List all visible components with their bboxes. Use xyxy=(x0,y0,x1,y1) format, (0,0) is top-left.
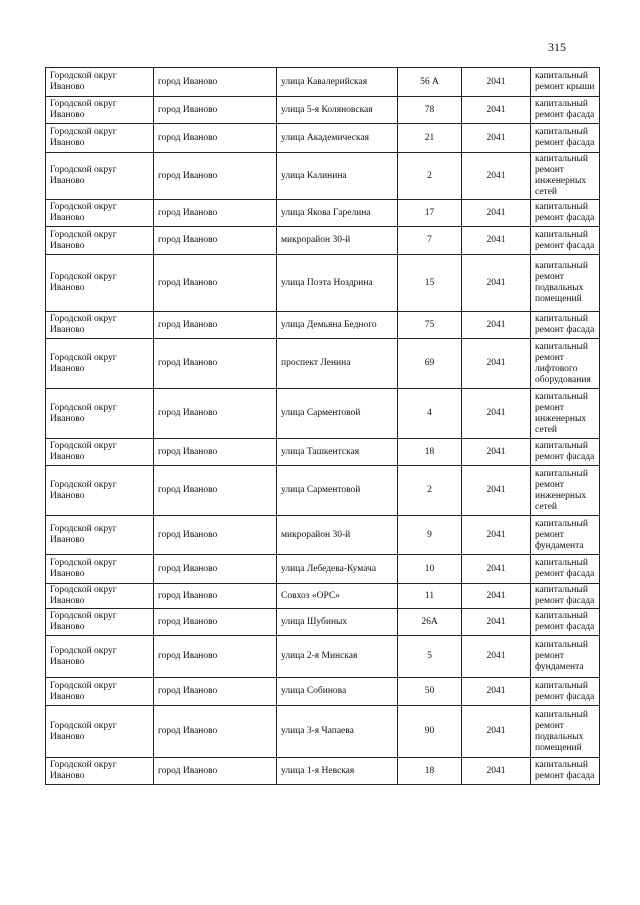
repair-registry-table xyxy=(45,67,600,785)
work-type-cell: капитальный ремонт подвальных помещений xyxy=(531,706,600,758)
house-number-cell: 7 xyxy=(398,227,462,255)
street-cell: улица Академическая xyxy=(277,124,398,153)
city-cell: город Иваново xyxy=(154,389,277,439)
table-row xyxy=(46,636,600,678)
work-type-cell: капитальный ремонт инженерных сетей xyxy=(531,389,600,439)
okrug-cell: Городской округ Иваново xyxy=(46,706,154,758)
house-number-cell: 21 xyxy=(398,124,462,153)
house-number-cell: 10 xyxy=(398,555,462,584)
house-number-cell: 18 xyxy=(398,758,462,785)
okrug-cell: Городской округ Иваново xyxy=(46,255,154,312)
house-number-cell: 2 xyxy=(398,153,462,200)
table-row xyxy=(46,153,600,200)
year-cell: 2041 xyxy=(462,312,531,339)
work-type-cell: капитальный ремонт подвальных помещений xyxy=(531,255,600,312)
city-cell: город Иваново xyxy=(154,758,277,785)
house-number-cell: 2 xyxy=(398,466,462,516)
street-cell: микрорайон 30-й xyxy=(277,227,398,255)
table-row xyxy=(46,339,600,389)
table-row xyxy=(46,200,600,227)
street-cell: улица Собинова xyxy=(277,678,398,706)
work-type-cell: капитальный ремонт фасада xyxy=(531,555,600,584)
work-type-cell: капитальный ремонт фасада xyxy=(531,439,600,466)
street-cell: улица 1-я Невская xyxy=(277,758,398,785)
city-cell: город Иваново xyxy=(154,706,277,758)
table-row xyxy=(46,584,600,609)
table-row xyxy=(46,706,600,758)
house-number-cell: 26А xyxy=(398,609,462,636)
city-cell: город Иваново xyxy=(154,312,277,339)
house-number-cell: 5 xyxy=(398,636,462,678)
table-row xyxy=(46,124,600,153)
work-type-cell: капитальный ремонт фундамента xyxy=(531,636,600,678)
house-number-cell: 50 xyxy=(398,678,462,706)
table-row xyxy=(46,678,600,706)
okrug-cell: Городской округ Иваново xyxy=(46,200,154,227)
street-cell: микрорайон 30-й xyxy=(277,516,398,555)
year-cell: 2041 xyxy=(462,97,531,124)
work-type-cell: капитальный ремонт крыши xyxy=(531,68,600,97)
okrug-cell: Городской округ Иваново xyxy=(46,339,154,389)
house-number-cell: 69 xyxy=(398,339,462,389)
work-type-cell: капитальный ремонт фасада xyxy=(531,312,600,339)
okrug-cell: Городской округ Иваново xyxy=(46,609,154,636)
okrug-cell: Городской округ Иваново xyxy=(46,439,154,466)
street-cell: улица Якова Гарелина xyxy=(277,200,398,227)
okrug-cell: Городской округ Иваново xyxy=(46,227,154,255)
work-type-cell: капитальный ремонт фасада xyxy=(531,678,600,706)
table-row xyxy=(46,758,600,785)
year-cell: 2041 xyxy=(462,678,531,706)
work-type-cell: капитальный ремонт фундамента xyxy=(531,516,600,555)
city-cell: город Иваново xyxy=(154,68,277,97)
street-cell: Совхоз «ОРС» xyxy=(277,584,398,609)
work-type-cell: капитальный ремонт инженерных сетей xyxy=(531,466,600,516)
street-cell: улица Демьяна Бедного xyxy=(277,312,398,339)
table-row xyxy=(46,609,600,636)
year-cell: 2041 xyxy=(462,339,531,389)
year-cell: 2041 xyxy=(462,68,531,97)
house-number-cell: 75 xyxy=(398,312,462,339)
city-cell: город Иваново xyxy=(154,227,277,255)
street-cell: улица Кавалерийская xyxy=(277,68,398,97)
table-row xyxy=(46,555,600,584)
year-cell: 2041 xyxy=(462,124,531,153)
street-cell: проспект Ленина xyxy=(277,339,398,389)
house-number-cell: 15 xyxy=(398,255,462,312)
year-cell: 2041 xyxy=(462,636,531,678)
work-type-cell: капитальный ремонт фасада xyxy=(531,200,600,227)
year-cell: 2041 xyxy=(462,758,531,785)
okrug-cell: Городской округ Иваново xyxy=(46,678,154,706)
okrug-cell: Городской округ Иваново xyxy=(46,97,154,124)
city-cell: город Иваново xyxy=(154,466,277,516)
city-cell: город Иваново xyxy=(154,516,277,555)
year-cell: 2041 xyxy=(462,153,531,200)
table-row xyxy=(46,516,600,555)
table-row xyxy=(46,312,600,339)
year-cell: 2041 xyxy=(462,555,531,584)
city-cell: город Иваново xyxy=(154,97,277,124)
work-type-cell: капитальный ремонт инженерных сетей xyxy=(531,153,600,200)
street-cell: улица 3-я Чапаева xyxy=(277,706,398,758)
street-cell: улица Калинина xyxy=(277,153,398,200)
street-cell: улица Поэта Ноздрина xyxy=(277,255,398,312)
city-cell: город Иваново xyxy=(154,339,277,389)
work-type-cell: капитальный ремонт фасада xyxy=(531,124,600,153)
table-body xyxy=(46,68,600,785)
house-number-cell: 90 xyxy=(398,706,462,758)
city-cell: город Иваново xyxy=(154,678,277,706)
year-cell: 2041 xyxy=(462,389,531,439)
okrug-cell: Городской округ Иваново xyxy=(46,153,154,200)
okrug-cell: Городской округ Иваново xyxy=(46,516,154,555)
house-number-cell: 18 xyxy=(398,439,462,466)
year-cell: 2041 xyxy=(462,255,531,312)
okrug-cell: Городской округ Иваново xyxy=(46,636,154,678)
year-cell: 2041 xyxy=(462,200,531,227)
table-row xyxy=(46,97,600,124)
table-row xyxy=(46,68,600,97)
year-cell: 2041 xyxy=(462,584,531,609)
okrug-cell: Городской округ Иваново xyxy=(46,68,154,97)
city-cell: город Иваново xyxy=(154,555,277,584)
city-cell: город Иваново xyxy=(154,636,277,678)
street-cell: улица Сарментовой xyxy=(277,389,398,439)
street-cell: улица Шубиных xyxy=(277,609,398,636)
house-number-cell: 4 xyxy=(398,389,462,439)
table-row xyxy=(46,389,600,439)
city-cell: город Иваново xyxy=(154,609,277,636)
city-cell: город Иваново xyxy=(154,153,277,200)
work-type-cell: капитальный ремонт фасада xyxy=(531,227,600,255)
year-cell: 2041 xyxy=(462,439,531,466)
page-number: 315 xyxy=(548,40,566,54)
house-number-cell: 56 А xyxy=(398,68,462,97)
city-cell: город Иваново xyxy=(154,124,277,153)
year-cell: 2041 xyxy=(462,609,531,636)
okrug-cell: Городской округ Иваново xyxy=(46,312,154,339)
city-cell: город Иваново xyxy=(154,255,277,312)
work-type-cell: капитальный ремонт фасада xyxy=(531,97,600,124)
okrug-cell: Городской округ Иваново xyxy=(46,758,154,785)
table-row xyxy=(46,227,600,255)
year-cell: 2041 xyxy=(462,706,531,758)
house-number-cell: 9 xyxy=(398,516,462,555)
year-cell: 2041 xyxy=(462,466,531,516)
okrug-cell: Городской округ Иваново xyxy=(46,389,154,439)
okrug-cell: Городской округ Иваново xyxy=(46,584,154,609)
house-number-cell: 78 xyxy=(398,97,462,124)
year-cell: 2041 xyxy=(462,227,531,255)
street-cell: улица Сарментовой xyxy=(277,466,398,516)
house-number-cell: 17 xyxy=(398,200,462,227)
work-type-cell: капитальный ремонт фасада xyxy=(531,758,600,785)
street-cell: улица 5-я Коляновская xyxy=(277,97,398,124)
house-number-cell: 11 xyxy=(398,584,462,609)
work-type-cell: капитальный ремонт лифтового оборудования xyxy=(531,339,600,389)
year-cell: 2041 xyxy=(462,516,531,555)
city-cell: город Иваново xyxy=(154,439,277,466)
city-cell: город Иваново xyxy=(154,584,277,609)
okrug-cell: Городской округ Иваново xyxy=(46,466,154,516)
table-row xyxy=(46,439,600,466)
city-cell: город Иваново xyxy=(154,200,277,227)
work-type-cell: капитальный ремонт фасада xyxy=(531,609,600,636)
work-type-cell: капитальный ремонт фасада xyxy=(531,584,600,609)
street-cell: улица 2-я Минская xyxy=(277,636,398,678)
okrug-cell: Городской округ Иваново xyxy=(46,555,154,584)
okrug-cell: Городской округ Иваново xyxy=(46,124,154,153)
table-row xyxy=(46,466,600,516)
street-cell: улица Лебедева-Кумача xyxy=(277,555,398,584)
street-cell: улица Ташкентская xyxy=(277,439,398,466)
table-row xyxy=(46,255,600,312)
